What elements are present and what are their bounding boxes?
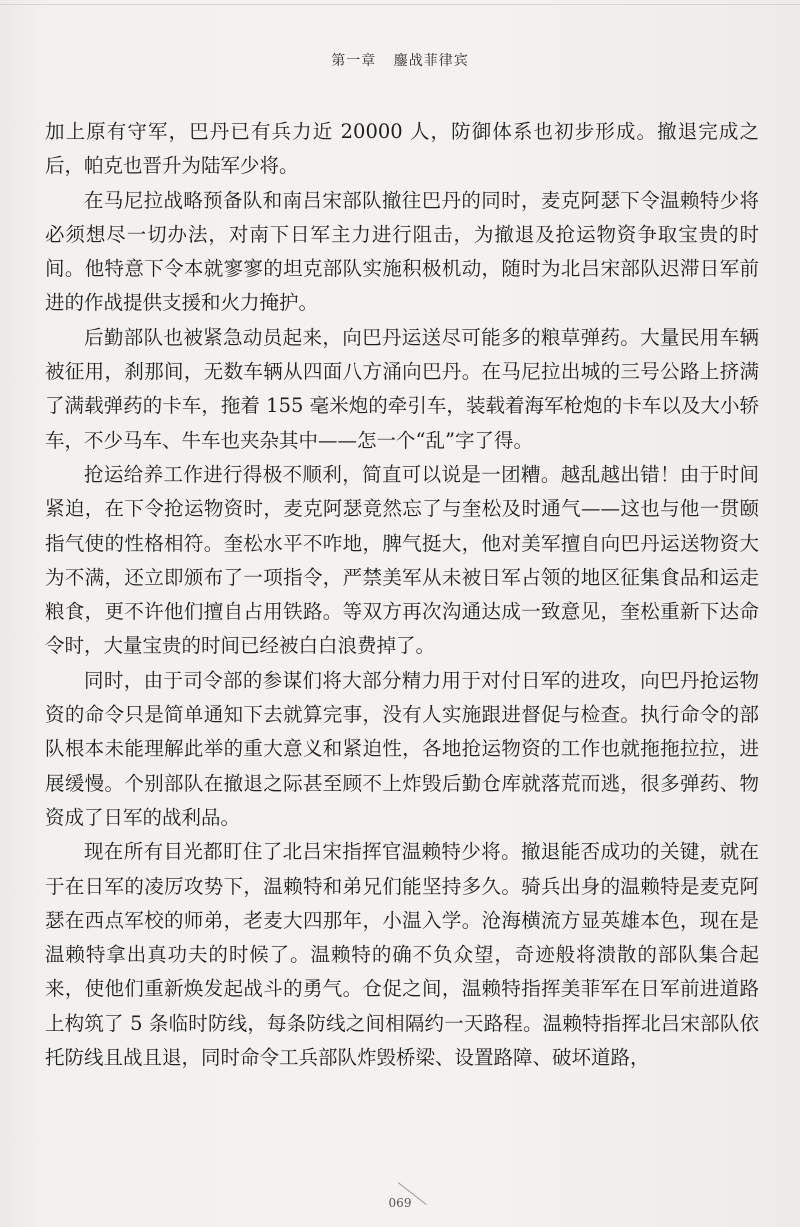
paragraph-6: 现在所有目光都盯住了北吕宋指挥官温赖特少将。撤退能否成功的关键，就在于在日军的凌厉攻势下，温赖特和弟兄们能坚持多久。骑兵出身的温赖特是麦克阿瑟在西点军校的师弟，老麦大四那年，小温入学。沧海横流方显英雄本色，现在是温赖特拿出真功夫的时候了。温赖特的确不负众望，奇迹般将溃散的部队集合起来，使他们重新焕发起战斗的勇气。仓促之间，温赖特指挥美菲军在日军前进道路上构筑了 5 条临时防线，每条防线之间相隔约一天路程。温赖特指挥北吕宋部队依托防线且战且退，同时命令工兵部队炸毁桥梁、设置路障、破坏道路，: [45, 840, 759, 1070]
running-header: [0, 50, 800, 70]
body-text: [45, 115, 759, 1075]
paragraph-4: 抢运给养工作进行得极不顺利，简直可以说是一团糟。越乱越出错！由于时间紧迫，在下令抢运物资时，麦克阿瑟竟然忘了与奎松及时通气——这也与他一贯颐指气使的性格相符。奎松水平不咋地，脾气挺大，他对美军擅自向巴丹运送物资大为不满，还立即颁布了一项指令，严禁美军从未被日军占领的地区征集食品和运走粮食，更不许他们擅自占用铁路。等双方再次沟通达成一致意见，奎松重新下达命令时，大量宝贵的时间已经被白白浪费掉了。: [45, 462, 759, 658]
paragraph-1: 加上原有守军，巴丹已有兵力近 20000 人，防御体系也初步形成。撤退完成之后，帕克也晋升为陆军少将。: [45, 120, 759, 178]
paragraph-5: 同时，由于司令部的参谋们将大部分精力用于对付日军的进攻，向巴丹抢运物资的命令只是简单通知下去就算完事，没有人实施跟进督促与检查。执行命令的部队根本未能理解此举的重大意义和紧迫性，各地抢运物资的工作也就拖拖拉拉，进展缓慢。个别部队在撤退之际甚至顾不上炸毁后勤仓库就落荒而逃，很多弹药、物资成了日军的战利品。: [45, 668, 759, 829]
paragraph-2: 在马尼拉战略预备队和南吕宋部队撤往巴丹的同时，麦克阿瑟下令温赖特少将必须想尽一切办法，对南下日军主力进行阻击，为撤退及抢运物资争取宝贵的时间。他特意下令本就寥寥的坦克部队实施积极机动，随时为北吕宋部队迟滞日军前进的作战提供支援和火力掩护。: [45, 188, 759, 315]
page-number: 069: [388, 1196, 412, 1210]
top-edge-rule: [0, 4, 800, 5]
paragraph-3: 后勤部队也被紧急动员起来，向巴丹运送尽可能多的粮草弹药。大量民用车辆被征用，刹那间，无数车辆从四面八方涌向巴丹。在马尼拉出城的三号公路上挤满了满载弹药的卡车，拖着 155 毫米炮的牵引车，装载着海军枪炮的卡车以及大小轿车，不少马车、牛车也夹杂其中——怎一个“乱”字了得。: [45, 325, 759, 452]
chapter-label: 第一章: [331, 53, 377, 69]
chapter-title: 鏖战菲律宾: [393, 53, 469, 69]
